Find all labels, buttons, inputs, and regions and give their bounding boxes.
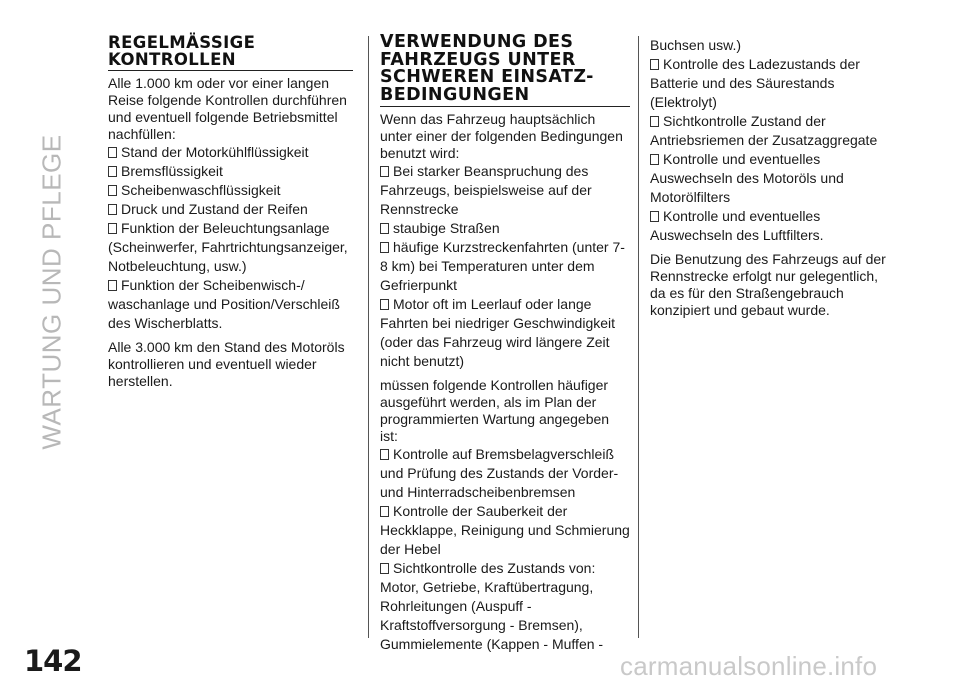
- middle-paragraph: müssen folgende Kontrollen häufiger ausgeführt werden, als im Plan der programmierten Wartung angegeben ist:: [380, 377, 610, 444]
- condition-item-text: staubige Straßen: [393, 220, 500, 236]
- checkbox-icon: [108, 185, 117, 196]
- checkbox-icon: [650, 59, 659, 70]
- condition-item-text: Bei starker Beanspruchung des Fahrzeugs, beispielsweise auf der Rennstrecke: [380, 163, 592, 217]
- checkbox-icon: [380, 449, 389, 460]
- outro-paragraph: Alle 3.000 km den Stand des Motoröls kontrollieren und eventuell wieder herstellen.: [108, 339, 345, 389]
- check-item-text: Kontrolle der Sauberkeit der Heckklappe, Reinigung und Schmierung der Hebel: [380, 503, 630, 557]
- check-item: [380, 559, 630, 654]
- checkbox-icon: [108, 204, 117, 215]
- check-item: [650, 207, 895, 245]
- checkbox-icon: [380, 223, 389, 234]
- check-item-text: Scheibenwaschflüssigkeit: [121, 182, 281, 198]
- condition-item: [380, 219, 630, 238]
- column-severe-conditions: [380, 34, 630, 654]
- check-item-text: Stand der Motorkühlflüssigkeit: [121, 144, 309, 160]
- checkbox-icon: [380, 242, 389, 253]
- condition-item-text: Motor oft im Leerlauf oder lange Fahrten bei niedriger Geschwindigkeit (oder das Fahrzeug wird längere Zeit nicht benutzt): [380, 296, 616, 369]
- condition-item: [380, 162, 630, 219]
- check-item: [108, 181, 358, 200]
- checkbox-icon: [108, 166, 117, 177]
- heading-severe-conditions: VERWENDUNG DES FAHRZEUGS UNTER SCHWEREN EINSATZ-BEDINGUNGEN: [380, 34, 630, 107]
- check-item: [380, 445, 630, 502]
- page-number: 142: [24, 644, 82, 678]
- check-item-text: Kontrolle des Ladezustands der Batterie und des Säurestands (Elektrolyt): [650, 56, 860, 110]
- check-item: [650, 112, 895, 150]
- checkbox-icon: [380, 563, 389, 574]
- checkbox-icon: [380, 299, 389, 310]
- condition-item: [380, 295, 630, 371]
- checkbox-icon: [650, 116, 659, 127]
- condition-item: [380, 238, 630, 295]
- intro-paragraph: Alle 1.000 km oder vor einer langen Reise folgende Kontrollen durchführen und eventuell folgende Betriebsmittel nachfüllen:: [108, 75, 347, 142]
- check-item-text: Kontrolle und eventuelles Auswechseln des Luftfilters.: [650, 208, 824, 243]
- checkbox-icon: [108, 223, 117, 234]
- checkbox-icon: [650, 154, 659, 165]
- check-item: [108, 276, 358, 333]
- heading-regular-checks: REGELMÄSSIGE KONTROLLEN: [108, 34, 353, 71]
- checkbox-icon: [108, 147, 117, 158]
- continuation-text: Buchsen usw.): [650, 37, 742, 53]
- checkbox-icon: [108, 280, 117, 291]
- check-item: [108, 219, 358, 276]
- checkbox-icon: [380, 506, 389, 517]
- column-continued: [650, 36, 895, 319]
- check-item-text: Druck und Zustand der Reifen: [121, 201, 308, 217]
- check-item: [380, 502, 630, 559]
- intro-paragraph: Wenn das Fahrzeug hauptsächlich unter einer der folgenden Bedingungen benutzt wird:: [380, 111, 623, 161]
- check-item-text: Sichtkontrolle des Zustands von: Motor, Getriebe, Kraftübertragung, Rohrleitungen (Auspuff - Kraftstoffversorgung - Bremsen), Gummielemente (Kappen - Muffen -: [380, 560, 604, 652]
- column-divider: [368, 36, 369, 638]
- column-regular-checks: [108, 34, 358, 390]
- watermark: carmanualsonline.info: [620, 651, 878, 681]
- check-item: [650, 150, 895, 207]
- checkbox-icon: [650, 211, 659, 222]
- check-item-text: Sichtkontrolle Zustand der Antriebsriemen der Zusatzaggregate: [650, 113, 878, 148]
- check-item: [108, 200, 358, 219]
- check-item: [650, 55, 895, 112]
- outro-paragraph: Die Benutzung des Fahrzeugs auf der Rennstrecke erfolgt nur gelegentlich, da es für den Straßengebrauch konzipiert und gebaut wurde.: [650, 251, 886, 318]
- check-item: [108, 162, 358, 181]
- check-item: [108, 143, 358, 162]
- section-side-title: WARTUNG UND PFLEGE: [36, 134, 67, 450]
- check-item-text: Funktion der Scheibenwisch-/ waschanlage und Position/Verschleiß des Wischerblatts.: [108, 277, 340, 331]
- check-item-text: Bremsflüssigkeit: [121, 163, 223, 179]
- check-item-text: Funktion der Beleuchtungsanlage (Scheinwerfer, Fahrtrichtungsanzeiger, Notbeleuchtung, usw.): [108, 220, 348, 274]
- check-item-text: Kontrolle und eventuelles Auswechseln des Motoröls und Motorölfilters: [650, 151, 844, 205]
- condition-item-text: häufige Kurzstreckenfahrten (unter 7-8 km) bei Temperaturen unter dem Gefrierpunkt: [380, 239, 625, 293]
- column-divider: [638, 36, 639, 638]
- check-item-text: Kontrolle auf Bremsbelagverschleiß und Prüfung des Zustands der Vorder- und Hinterradscheibenbremsen: [380, 446, 619, 500]
- checkbox-icon: [380, 166, 389, 177]
